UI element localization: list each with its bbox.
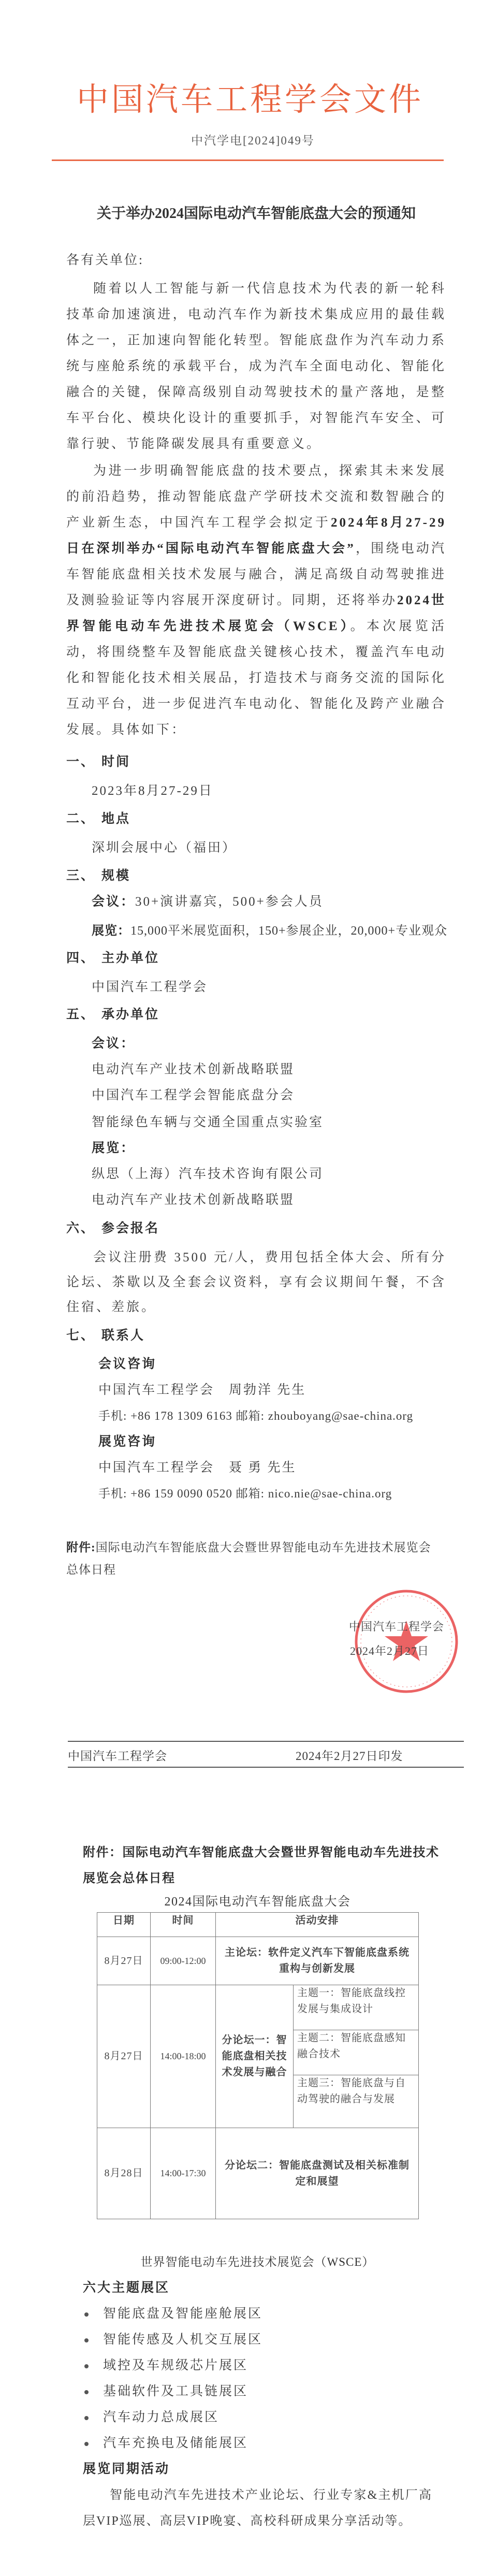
- scale-exhibition: [66, 918, 466, 944]
- section-title: 主办单位: [101, 951, 160, 965]
- theme-item: 主题二：智能底盘感知融合技术: [294, 2030, 419, 2075]
- organizer-item: 电动汽车产业技术创新战略联盟: [92, 1193, 295, 1207]
- row-time: 14:00-17:30: [151, 2128, 216, 2219]
- theme-item: 主题三：智能底盘与自动驾驶的融合与发展: [294, 2075, 419, 2128]
- red-divider: [52, 159, 444, 161]
- label: 展览：: [92, 924, 130, 938]
- zone-label: 智能底盘及智能座舱展区: [103, 2307, 263, 2321]
- footer-bottom-rule: [68, 1767, 464, 1768]
- notice-body: [66, 248, 466, 1581]
- table-header-row: [97, 1913, 419, 1937]
- sub-forum-2: 分论坛二：智能底盘测试及相关标准制定和展望: [216, 2128, 419, 2219]
- table-row: [97, 2128, 419, 2219]
- table-row: [97, 1937, 419, 1985]
- header-time: 时间: [151, 1913, 216, 1937]
- bullet-icon: [84, 2390, 89, 2394]
- section-title: 承办单位: [101, 1008, 160, 1022]
- zone-item: [83, 2405, 445, 2431]
- registration-text: 会议注册费 3500 元/人，费用包括全体大会、所有分论坛、茶歇以及全套会议资料，享有会议期间午餐，不含住宿、差旅。: [66, 1250, 446, 1314]
- conference-contact-info[interactable]: 手机: +86 178 1309 6163 邮箱: zhouboyang@sae-china.org: [98, 1409, 414, 1422]
- bullet-icon: [84, 2338, 89, 2342]
- document-number: 中汽学电[2024]049号: [191, 134, 315, 147]
- section-number: 四、: [66, 951, 96, 965]
- section-heading-organizer: [66, 1002, 466, 1028]
- expo-title: 世界智能电动车先进技术展览会（WSCE）: [140, 2255, 375, 2268]
- bullet-icon: [84, 2312, 89, 2317]
- label: 会议：: [92, 895, 136, 909]
- intro-text: 为进一步明确智能底盘的技术要点，探索其未来发展的前沿趋势，推动智能底盘产学研技术交流和数智融合的产业新生态，中国汽车工程学会拟定于: [66, 464, 446, 530]
- notice-title: 关于举办2024国际电动汽车智能底盘大会的预通知: [96, 206, 416, 222]
- section-title: 规模: [101, 869, 131, 883]
- section-heading-registration: [66, 1216, 466, 1242]
- section-title: 地点: [101, 812, 131, 826]
- zone-label: 汽车充换电及储能展区: [103, 2436, 248, 2450]
- section-title: 联系人: [101, 1329, 145, 1343]
- section-heading-time: [66, 749, 466, 775]
- value: 15,000平米展览面积，150+参展企业，20,000+专业观众: [130, 924, 448, 938]
- signature-org: 中国汽车工程学会: [349, 1620, 445, 1633]
- attachment-label: 附件:: [66, 1541, 96, 1554]
- row-time: 14:00-18:00: [151, 1985, 216, 2128]
- zone-label: 汽车动力总成展区: [103, 2410, 220, 2424]
- section-heading-place: [66, 806, 466, 832]
- section-heading-scale: [66, 863, 466, 889]
- conference-contact-label: 会议咨询: [98, 1357, 157, 1371]
- footer-top-rule: [68, 1741, 464, 1742]
- bullet-icon: [84, 2364, 89, 2368]
- section-number: 六、: [66, 1221, 96, 1235]
- value: 30+演讲嘉宾，500+参会人员: [135, 895, 324, 909]
- section-number: 二、: [66, 812, 96, 826]
- event-time: 2023年8月27-29日: [92, 784, 213, 798]
- events-heading: 展览同期活动: [83, 2462, 170, 2476]
- scale-conference: [66, 889, 466, 915]
- attachment-note-line2: 总体日程: [66, 1563, 116, 1576]
- exhibition-contact-info[interactable]: 手机: +86 159 0090 0520 邮箱: nico.nie@sae-china.org: [98, 1487, 392, 1500]
- table-row: [97, 1985, 419, 2030]
- bullet-icon: [84, 2416, 89, 2420]
- intro-text: ，围绕电动汽车智能底盘相关技术发展与融合，满足高级自动驾驶推进及测验验证等内容展开深度研讨。同期，还将举办: [66, 542, 446, 607]
- row-date: 8月28日: [97, 2128, 151, 2219]
- salutation: 各有关单位:: [66, 253, 144, 267]
- organizer-item: 智能绿色车辆与交通全国重点实验室: [92, 1115, 324, 1129]
- event-date-highlight: 2024年8月27-29日在深圳举办“国际电动汽车智能底盘大会”: [66, 516, 446, 556]
- intro-text: 。本次展览活动，将围绕整车及智能底盘关键核心技术，覆盖汽车电动化和智能化技术相关展品，打造技术与商务交流的国际化互动平台，进一步促进汽车电动化、智能化及跨产业融合发展。具体如下：: [66, 619, 446, 737]
- event-place: 深圳会展中心（福田）: [92, 841, 237, 855]
- host-organization: 中国汽车工程学会: [92, 980, 208, 994]
- conference-title: 2024国际电动汽车智能底盘大会: [164, 1895, 351, 1909]
- organizer-item: 中国汽车工程学会智能底盘分会: [92, 1088, 295, 1102]
- exhibition-contact-person: 中国汽车工程学会 聂 勇 先生: [98, 1461, 297, 1475]
- section-number: 一、: [66, 755, 96, 769]
- events-text: 智能电动汽车先进技术产业论坛、行业专家&主机厂高层VIP巡展、高层VIP晚宴、高校科研成果分享活动等。: [83, 2488, 432, 2528]
- attachment-note: [66, 1536, 449, 1559]
- expo-name-highlight: 2024世界智能电动车先进技术展览会（WSCE）: [66, 593, 446, 633]
- official-seal: [354, 1589, 459, 1694]
- header-date: 日期: [97, 1913, 151, 1937]
- section-number: 七、: [66, 1329, 96, 1343]
- zone-item: [83, 2431, 445, 2456]
- bullet-icon: [84, 2442, 89, 2446]
- section-number: 三、: [66, 869, 96, 883]
- organizer-conference-label: 会议：: [92, 1037, 136, 1051]
- sub-forum-1: 分论坛一：智能底盘相关技术发展与融合: [216, 1985, 294, 2128]
- theme-item: 主题一：智能底盘线控发展与集成设计: [294, 1985, 419, 2030]
- zone-item: [83, 2327, 445, 2353]
- section-title: 参会报名: [101, 1221, 160, 1235]
- section-heading-contacts: [66, 1323, 466, 1349]
- attachment-title: 附件：国际电动汽车智能底盘大会暨世界智能电动车先进技术: [83, 1846, 440, 1859]
- intro-paragraph-1: 随着以人工智能与新一代信息技术为代表的新一轮科技革命加速演进，电动汽车作为新技术集成应用的最佳载体之一，正加速向智能化转型。智能底盘作为汽车动力系统与座舱系统的承载平台，成为汽车全面电动化、智能化融合的关键，保障高级别自动驾驶技术的量产落地，是整车平台化、模块化设计的重要抓手，对智能汽车安全、可靠行驶、节能降碳发展具有重要意义。: [66, 282, 446, 451]
- schedule-table: [97, 1912, 419, 2219]
- attachment-name: 国际电动汽车智能底盘大会暨世界智能电动车先进技术展览会: [95, 1541, 431, 1554]
- zone-label: 域控及车规级芯片展区: [103, 2359, 248, 2373]
- header-activity: 活动安排: [216, 1913, 419, 1937]
- section-heading-host: [66, 945, 466, 971]
- row-date: 8月27日: [97, 1985, 151, 2128]
- signature-date: 2024年2月27日: [350, 1644, 430, 1657]
- row-time: 09:00-12:00: [151, 1937, 216, 1985]
- zones-heading: 六大主题展区: [83, 2281, 170, 2295]
- attachment-title-line2: 展览会总体日程: [83, 1872, 176, 1885]
- org-document-title: 中国汽车工程学会文件: [77, 82, 424, 118]
- section-number: 五、: [66, 1008, 96, 1022]
- exhibition-contact-label: 展览咨询: [98, 1435, 157, 1449]
- conference-contact-person: 中国汽车工程学会 周勃洋 先生: [98, 1383, 306, 1397]
- footer-org: 中国汽车工程学会: [68, 1750, 167, 1763]
- section-title: 时间: [101, 755, 131, 769]
- organizer-item: 电动汽车产业技术创新战略联盟: [92, 1063, 295, 1076]
- zone-item: [83, 2353, 445, 2379]
- main-forum: 主论坛：软件定义汽车下智能底盘系统重构与创新发展: [216, 1937, 419, 1985]
- row-date: 8月27日: [97, 1937, 151, 1985]
- organizer-item: 纵思（上海）汽车技术咨询有限公司: [92, 1167, 324, 1181]
- attachment-page: [83, 1840, 445, 2534]
- intro-paragraph-2: [66, 458, 446, 743]
- zone-label: 基础软件及工具链展区: [103, 2384, 248, 2398]
- zone-label: 智能传感及人机交互展区: [103, 2333, 263, 2347]
- zone-item: [83, 2379, 445, 2405]
- organizer-exhibition-label: 展览：: [92, 1141, 136, 1155]
- footer-issue-date: 2024年2月27日印发: [296, 1750, 403, 1763]
- zone-item: [83, 2301, 445, 2327]
